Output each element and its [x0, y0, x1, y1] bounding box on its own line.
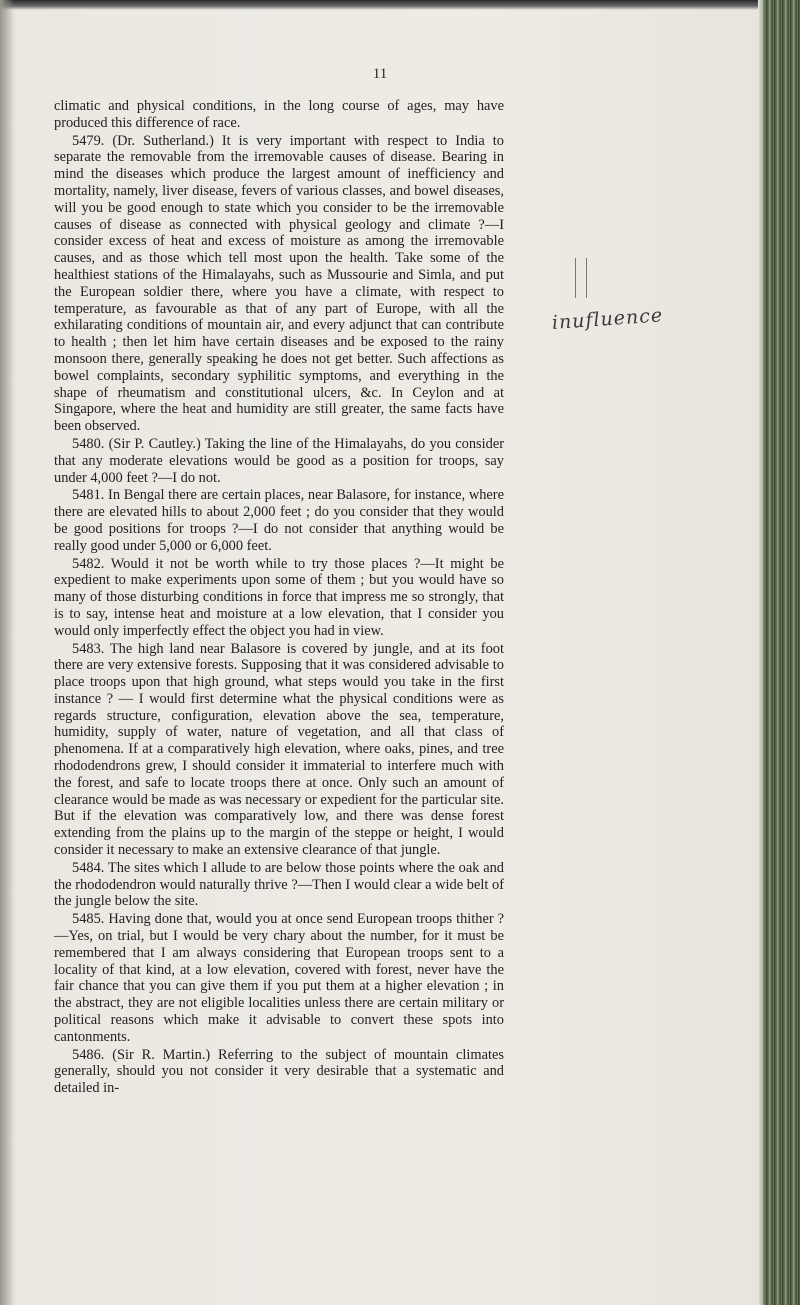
- paragraph: 5479. (Dr. Sutherland.) It is very important with respect to India to separate the removable from the irremovable causes of disease. Bearing in mind the diseases which produce the largest amount of inefficiency and mortality, namely, liver disease, fevers of various classes, and bowel diseases, will you be good enough to state which you consider to be the irremovable causes of disease as connected with physical geology and climate ?—I consider excess of heat and excess of moisture as among the irremovable causes, and as those which tell most upon the health. Take some of the healthiest stations of the Himalayahs, such as Mussourie and Simla, and put the European soldier there, where you have a climate, with respect to temperature, as favourable as that of any part of Europe, with all the exhilarating conditions of mountain air, and every adjunct that can contribute to health ; then let him have certain diseases and be exposed to the rainy monsoon there, generally speaking he does not get better. Such affections as bowel complaints, secondary syphilitic symptoms, and everything in the shape of rheumatism and constitutional ulcers, &c. In Ceylon and at Singapore, where the heat and humidity are still greater, the same facts have been observed.: [54, 132, 504, 435]
- scan-left-shadow: [0, 0, 14, 1305]
- paragraph: 5485. Having done that, would you at once send European troops thither ?—Yes, on trial, but I would be very chary about the number, for it must be remembered that I am always considering that European troops sent to a locality of that kind, at a low elevation, covered with forest, never have the fair chance that you can give them if you put them at a higher elevation ; in the abstract, they are not eligible localities unless there are certain military or political reasons which make it advisable to convert these spots into cantonments.: [54, 911, 504, 1045]
- paragraph: 5484. The sites which I allude to are below those points where the oak and the rhododendron would naturally thrive ?—Then I would clear a wide belt of the jungle below the site.: [54, 859, 504, 910]
- paragraph: 5481. In Bengal there are certain places, near Balasore, for instance, where there are elevated hills to about 2,000 feet ; do you consider that they would be good positions for troops ?—I do not consider that anything would be really good under 5,000 or 6,000 feet.: [54, 487, 504, 554]
- paragraph: 5480. (Sir P. Cautley.) Taking the line of the Himalayahs, do you consider that any moderate elevations would be good as a position for troops, say under 4,000 feet ?—I do not.: [54, 435, 504, 486]
- paragraph: climatic and physical conditions, in the long course of ages, may have produced this difference of race.: [54, 98, 504, 131]
- margin-mark: [575, 258, 587, 298]
- page-number: 11: [372, 66, 388, 82]
- scan-top-edge: [0, 0, 760, 10]
- paragraph: 5483. The high land near Balasore is covered by jungle, and at its foot there are very extensive forests. Supposing that it was considered advisable to place troops upon that high ground, what steps would you take in the first instance ? — I would first determine what the physical conditions were as regards structure, configuration, elevation above the sea, temperature, humidity, supply of water, nature of vegetation, and all that class of phenomena. If at a comparatively high elevation, where oaks, pines, and tree rhododendrons grew, I should consider it immaterial to interfere much with the forest, and safe to locate troops there at once. Only such an amount of clearance would be made as was necessary or expedient for the particular site. But if the elevation was comparatively low, and there was dense forest extending from the plains up to the margin of the steppe or height, I would consider it necessary to make an extensive clearance of that jungle.: [54, 640, 504, 859]
- paragraph: 5486. (Sir R. Martin.) Referring to the subject of mountain climates generally, should you not consider it very desirable that a systematic and detailed in-: [54, 1046, 504, 1097]
- paragraph: 5482. Would it not be worth while to try those places ?—It might be expedient to make experiments upon some of them ; but you would have so many of those disturbing conditions in force that impress me so strongly, that is to say, intense heat and moisture at a low elevation, that I consider you would only imperfectly effect the object you had in view.: [54, 555, 504, 639]
- body-text: [54, 98, 504, 1097]
- book-binding-edge: [758, 0, 800, 1305]
- handwritten-margin-note: inufluence: [551, 304, 664, 334]
